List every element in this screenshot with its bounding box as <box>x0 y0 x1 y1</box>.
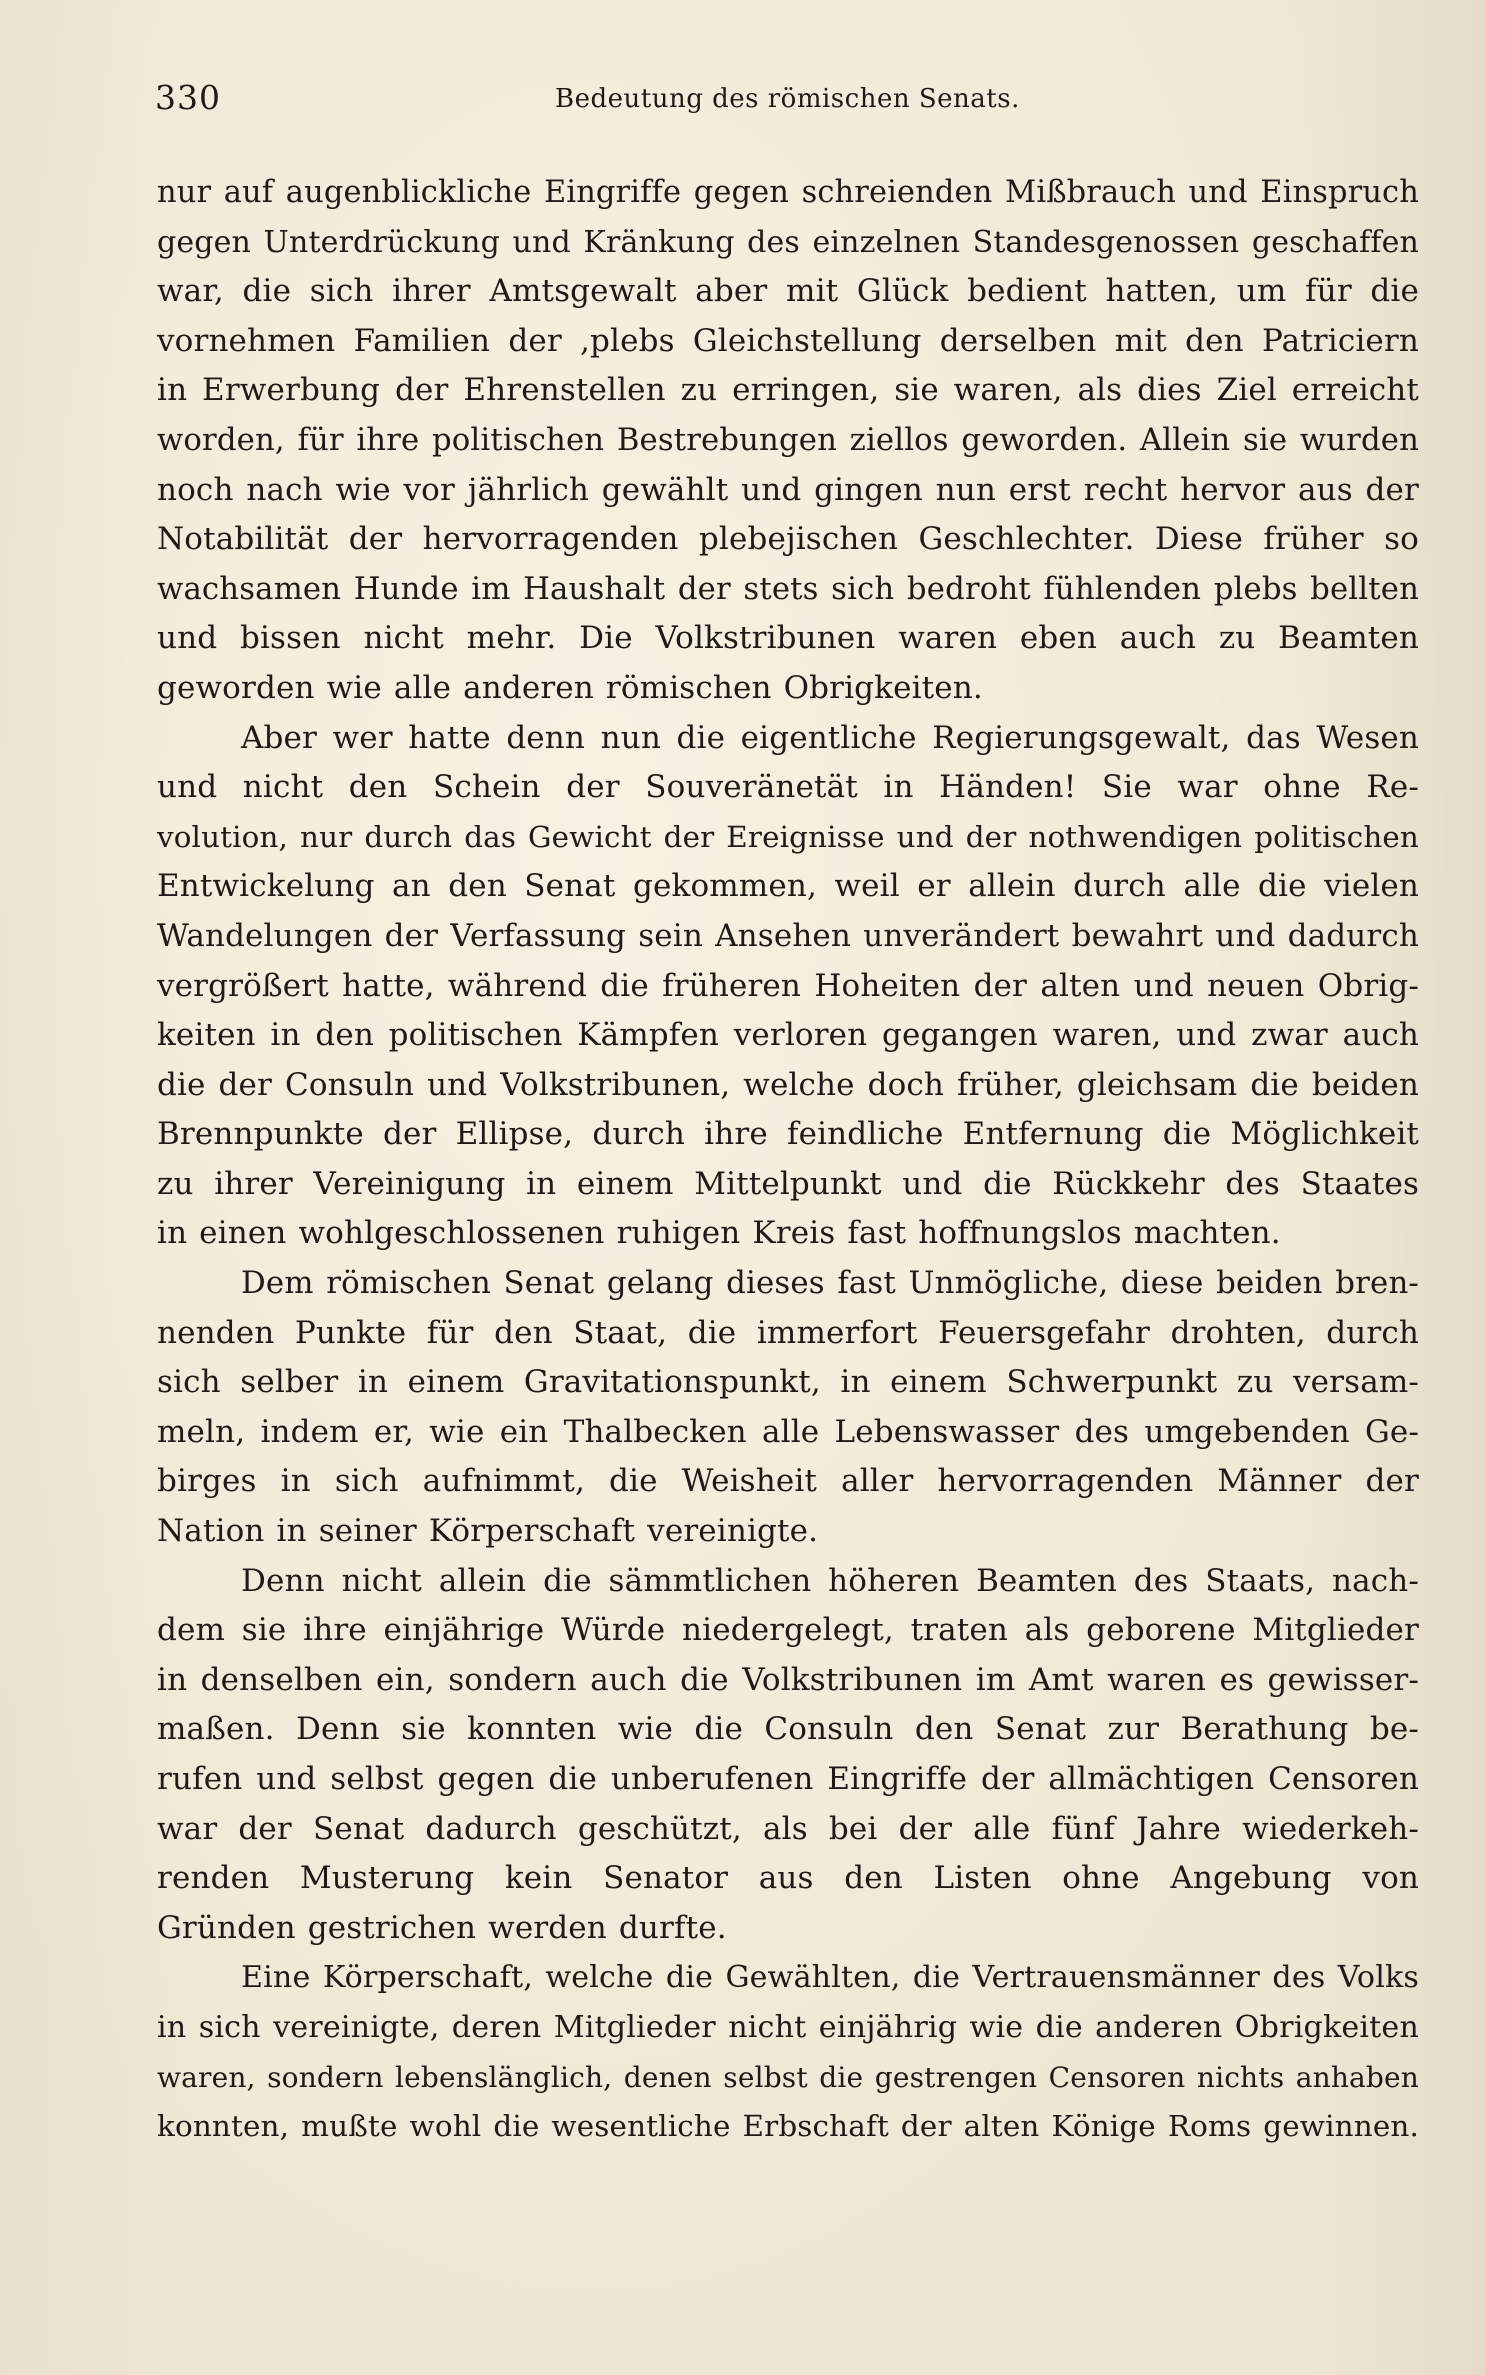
paragraph <box>157 1557 1419 1954</box>
text-line: noch nach wie vor jährlich gewählt und gingen nun erst recht hervor aus der <box>157 471 1419 508</box>
running-head <box>155 78 1420 138</box>
text-line: Wandelungen der Verfassung sein Ansehen unverändert bewahrt und dadurch <box>157 917 1419 954</box>
text-line: rufen und selbst gegen die unberufenen Eingriffe der allmächtigen Censoren <box>157 1761 1419 1797</box>
text-line: meln, indem er, wie ein Thalbecken alle Lebenswasser des umgebenden Ge- <box>157 1413 1419 1450</box>
text-line: Nation in seiner Körperschaft vereinigte. <box>157 1513 819 1550</box>
text-line: dem sie ihre einjährige Würde niedergelegt, traten als geborene Mitglieder <box>157 1612 1419 1649</box>
text-line: Brennpunkte der Ellipse, durch ihre feindliche Entfernung die Möglichkeit <box>157 1116 1419 1153</box>
text-line: keiten in den politischen Kämpfen verloren gegangen waren, und zwar auch <box>157 1017 1419 1054</box>
text-line: vergrößert hatte, während die früheren Hoheiten der alten und neuen Obrig- <box>157 967 1419 1004</box>
text-line: geworden wie alle anderen römischen Obrigkeiten. <box>157 669 983 706</box>
text-line: in denselben ein, sondern auch die Volkstribunen im Amt waren es gewisser- <box>157 1661 1419 1698</box>
text-line: nur auf augenblickliche Eingriffe gegen schreienden Mißbrauch und Einspruch <box>157 175 1419 210</box>
text-line: wachsamen Hunde im Haushalt der stets sich bedroht fühlenden plebs bellten <box>157 570 1419 607</box>
text-line: Entwickelung an den Senat gekommen, weil er allein durch alle die vielen <box>157 868 1419 905</box>
text-line: vornehmen Familien der ,plebs Gleichstellung derselben mit den Patriciern <box>157 322 1419 359</box>
paragraph <box>157 1259 1419 1557</box>
text-line: renden Musterung kein Senator aus den Listen ohne Angebung von <box>157 1860 1419 1897</box>
text-line: worden, für ihre politischen Bestrebungen ziellos geworden. Allein sie wurden <box>157 422 1419 458</box>
text-line: nenden Punkte für den Staat, die immerfort Feuersgefahr drohten, durch <box>157 1314 1419 1351</box>
running-title: Bedeutung des römischen Senats. <box>555 84 1020 114</box>
text-line: Aber wer hatte denn nun die eigentliche Regierungsgewalt, das Wesen <box>241 719 1419 756</box>
paragraph <box>157 714 1419 1260</box>
text-line: in Erwerbung der Ehrenstellen zu erringen, sie waren, als dies Ziel erreicht <box>157 372 1419 409</box>
text-line: und bissen nicht mehr. Die Volkstribunen waren eben auch zu Beamten <box>157 620 1419 657</box>
text-line: Eine Körperschaft, welche die Gewählten, die Vertrauensmänner des Volks <box>241 1960 1419 1996</box>
text-line: Notabilität der hervorragenden plebejischen Geschlechter. Diese früher so <box>157 521 1419 558</box>
text-line: birges in sich aufnimmt, die Weisheit aller hervorragenden Männer der <box>157 1463 1419 1500</box>
text-line: sich selber in einem Gravitationspunkt, in einem Schwerpunkt zu versam- <box>157 1364 1419 1401</box>
paragraph <box>157 168 1419 714</box>
text-line: in einen wohlgeschlossenen ruhigen Kreis fast hoffnungslos machten. <box>157 1215 1281 1252</box>
text-line: gegen Unterdrückung und Kränkung des einzelnen Standesgenossen geschaffen <box>157 224 1419 260</box>
text-line: konnten, mußte wohl die wesentliche Erbschaft der alten Könige Roms gewinnen. <box>157 2109 1419 2144</box>
text-line: Dem römischen Senat gelang dieses fast Unmögliche, diese beiden bren- <box>241 1265 1419 1302</box>
paragraph <box>157 1953 1419 2151</box>
text-line: waren, sondern lebenslänglich, denen selbst die gestrengen Censoren nichts anhaben <box>157 2060 1419 2094</box>
text-line: war, die sich ihrer Amtsgewalt aber mit Glück bedient hatten, um für die <box>157 273 1419 310</box>
text-line: war der Senat dadurch geschützt, als bei der alle fünf Jahre wiederkeh- <box>157 1810 1419 1847</box>
text-line: Denn nicht allein die sämmtlichen höheren Beamten des Staats, nach- <box>241 1562 1419 1599</box>
text-line: volution, nur durch das Gewicht der Ereignisse und der nothwendigen politischen <box>157 819 1419 854</box>
text-line: zu ihrer Vereinigung in einem Mittelpunkt und die Rückkehr des Staates <box>157 1165 1419 1202</box>
text-line: in sich vereinigte, deren Mitglieder nicht einjährig wie die anderen Obrigkeiten <box>157 2009 1419 2045</box>
text-line: maßen. Denn sie konnten wie die Consuln den Senat zur Berathung be- <box>157 1711 1419 1748</box>
body-text <box>157 168 1419 2152</box>
text-line: und nicht den Schein der Souveränetät in Händen! Sie war ohne Re- <box>157 769 1419 806</box>
text-line: die der Consuln und Volkstribunen, welche doch früher, gleichsam die beiden <box>157 1066 1419 1103</box>
page-number: 330 <box>155 78 221 117</box>
text-line: Gründen gestrichen werden durfte. <box>157 1909 727 1946</box>
